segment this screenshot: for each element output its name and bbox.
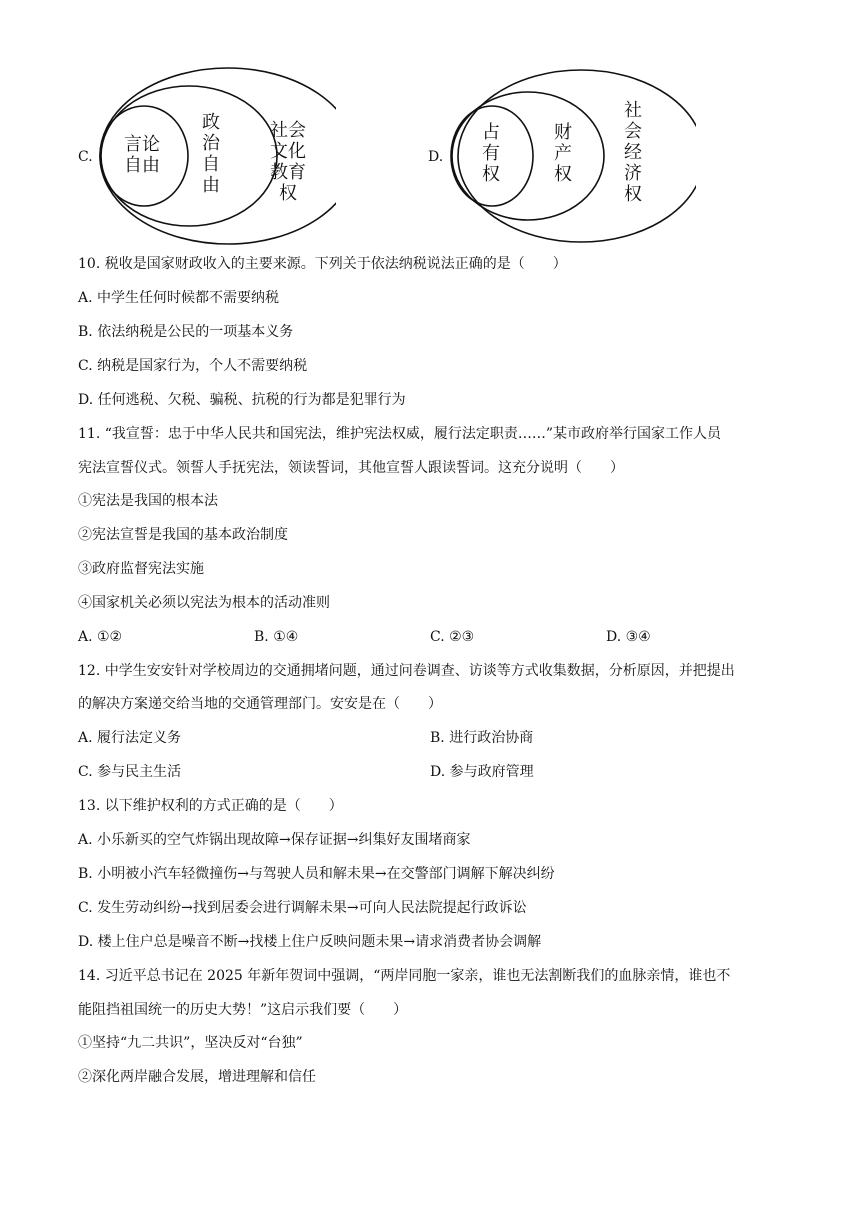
question-13-option-b[interactable]: B. 小明被小汽车轻微撞伤→与驾驶人员和解未果→在交警部门调解下解决纠纷 bbox=[78, 866, 555, 882]
middle-label-char: 权 bbox=[554, 164, 572, 185]
inner-label-char: 有 bbox=[482, 143, 500, 164]
inner-label bbox=[482, 122, 500, 185]
question-14-stem-line-1: 14. 习近平总书记在 2025 年新年贺词中强调，“两岸同胞一家亲，谁也无法割断我们的血脉亲情，谁也不 bbox=[78, 968, 731, 984]
question-10-option-c[interactable]: C. 纳税是国家行为，个人不需要纳税 bbox=[78, 358, 308, 374]
inner-label-line: 自由 bbox=[124, 155, 160, 176]
question-11-statement-3: ③政府监督宪法实施 bbox=[78, 561, 204, 577]
inner-label-char: 占 bbox=[482, 122, 500, 143]
question-11-statement-4: ④国家机关必须以宪法为根本的活动准则 bbox=[78, 595, 330, 611]
middle-label-char: 财 bbox=[554, 122, 572, 143]
outer-label-line: 文化 bbox=[270, 141, 306, 162]
outer-label-char: 经 bbox=[624, 142, 642, 163]
question-11-option-d[interactable]: D. ③④ bbox=[606, 629, 651, 645]
question-12-option-d[interactable]: D. 参与政府管理 bbox=[430, 764, 534, 780]
outer-label bbox=[624, 100, 642, 205]
question-14-statement-1: ①坚持“九二共识”，坚决反对“台独” bbox=[78, 1035, 303, 1051]
outer-label bbox=[270, 120, 306, 204]
diagram-option-c bbox=[76, 66, 336, 246]
question-13-option-a[interactable]: A. 小乐新买的空气炸锅出现故障→保存证据→纠集好友围堵商家 bbox=[78, 832, 471, 848]
question-13-stem: 13. 以下维护权利的方式正确的是（ ） bbox=[78, 798, 343, 814]
question-10-stem: 10. 税收是国家财政收入的主要来源。下列关于依法纳税说法正确的是（ ） bbox=[78, 256, 567, 272]
question-14-statement-2: ②深化两岸融合发展，增进理解和信任 bbox=[78, 1069, 316, 1085]
question-11-statement-1: ①宪法是我国的根本法 bbox=[78, 493, 218, 509]
inner-label-char: 权 bbox=[482, 164, 500, 185]
question-10-option-d[interactable]: D. 任何逃税、欠税、骗税、抗税的行为都是犯罪行为 bbox=[78, 392, 406, 408]
middle-label-char: 政 bbox=[202, 112, 220, 133]
outer-label-char: 权 bbox=[624, 184, 642, 205]
outer-label-char: 会 bbox=[624, 121, 642, 142]
middle-label-char: 由 bbox=[202, 175, 220, 196]
question-11-stem-line-1: 11. “我宣誓：忠于中华人民共和国宪法，维护宪法权威，履行法定职责……”某市政府举行国家工作人员 bbox=[78, 426, 722, 442]
middle-label-char: 自 bbox=[202, 154, 220, 175]
inner-label bbox=[124, 134, 160, 176]
diagram-option-label: D. bbox=[428, 149, 444, 165]
diagram-option-label: C. bbox=[78, 149, 93, 165]
question-11-option-b[interactable]: B. ①④ bbox=[254, 629, 299, 645]
middle-label bbox=[202, 112, 220, 196]
question-12-stem-line-1: 12. 中学生安安针对学校周边的交通拥堵问题，通过问卷调查、访谈等方式收集数据，分析原因，并把提出 bbox=[78, 663, 735, 679]
middle-label-char: 治 bbox=[202, 133, 220, 154]
outer-label-line: 社会 bbox=[270, 120, 306, 141]
outer-label-char: 社 bbox=[624, 100, 642, 121]
question-12-stem-line-2: 的解决方案递交给当地的交通管理部门。安安是在（ ） bbox=[78, 696, 442, 712]
middle-label bbox=[554, 122, 572, 185]
diagram-option-d bbox=[426, 66, 696, 246]
inner-label-line: 言论 bbox=[124, 134, 160, 155]
question-10-option-b[interactable]: B. 依法纳税是公民的一项基本义务 bbox=[78, 324, 294, 340]
question-12-option-b[interactable]: B. 进行政治协商 bbox=[430, 730, 534, 746]
question-11-statement-2: ②宪法宣誓是我国的基本政治制度 bbox=[78, 527, 288, 543]
question-12-option-c[interactable]: C. 参与民主生活 bbox=[78, 764, 182, 780]
question-13-option-c[interactable]: C. 发生劳动纠纷→找到居委会进行调解未果→可向人民法院提起行政诉讼 bbox=[78, 900, 527, 916]
question-13-option-d[interactable]: D. 楼上住户总是噪音不断→找楼上住户反映问题未果→请求消费者协会调解 bbox=[78, 934, 542, 950]
question-10-option-a[interactable]: A. 中学生任何时候都不需要纳税 bbox=[78, 290, 280, 306]
outer-label-line: 权 bbox=[279, 183, 297, 204]
outer-label-char: 济 bbox=[624, 163, 642, 184]
question-14-stem-line-2: 能阻挡祖国统一的历史大势！”这启示我们要（ ） bbox=[78, 1002, 408, 1018]
question-12-option-a[interactable]: A. 履行法定义务 bbox=[78, 730, 182, 746]
outer-label-line: 教育 bbox=[270, 162, 306, 183]
question-11-option-c[interactable]: C. ②③ bbox=[430, 629, 475, 645]
question-11-stem-line-2: 宪法宣誓仪式。领誓人手抚宪法，领读誓词，其他宣誓人跟读誓词。这充分说明（ ） bbox=[78, 460, 624, 476]
question-11-option-a[interactable]: A. ①② bbox=[78, 629, 123, 645]
middle-label-char: 产 bbox=[554, 143, 572, 164]
